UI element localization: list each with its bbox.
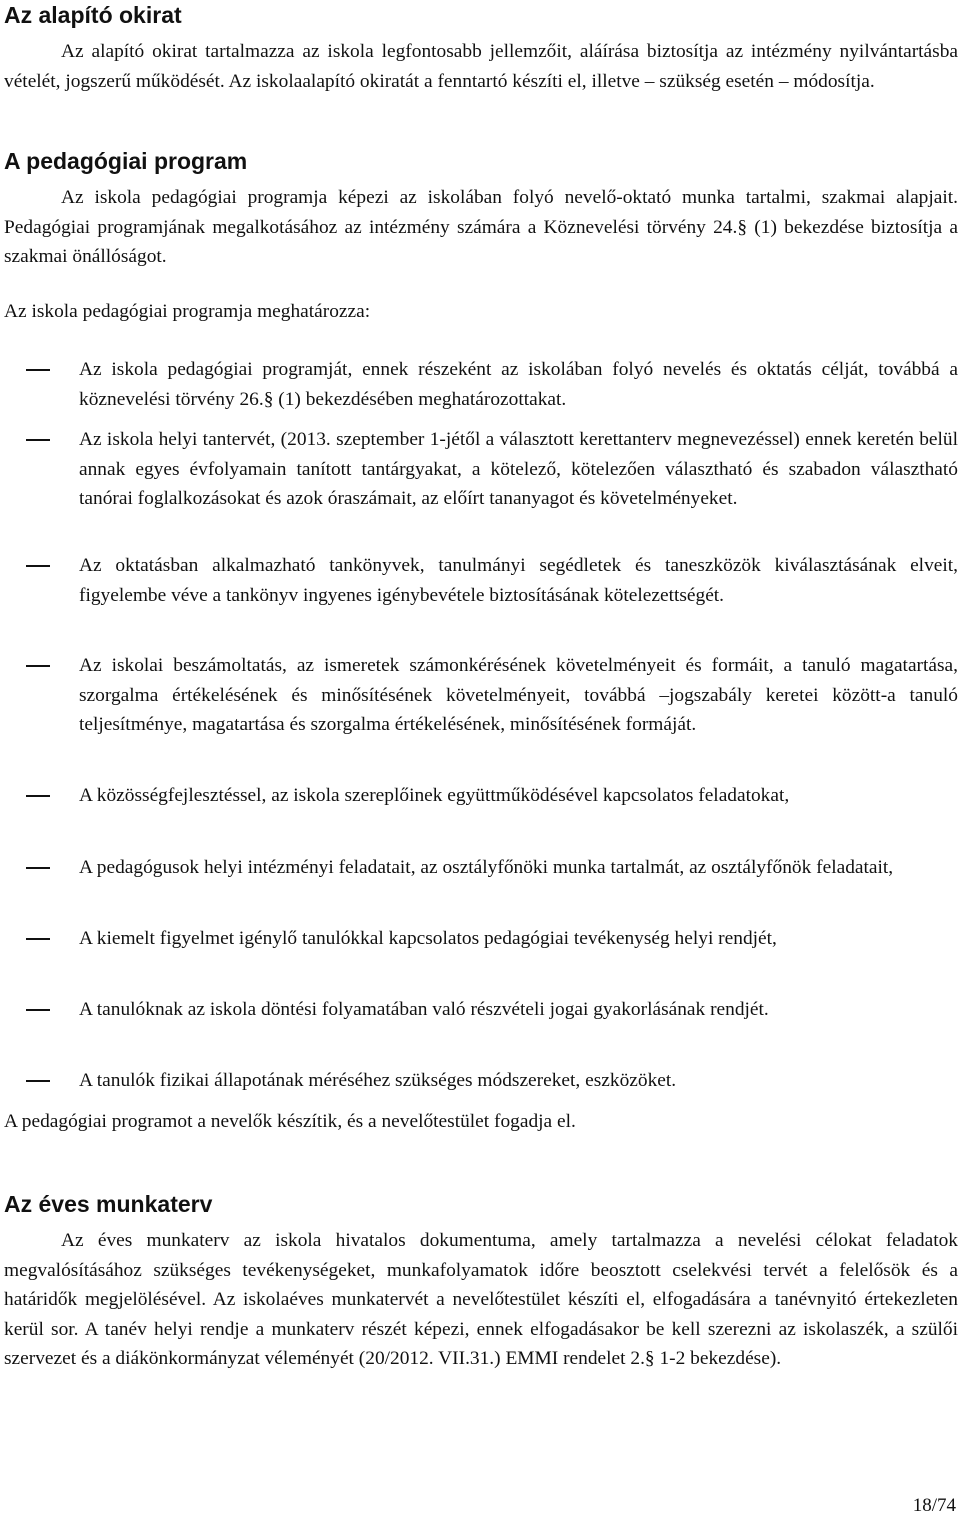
dash-bullet-icon: [26, 665, 50, 667]
list-item-text: A tanulóknak az iskola döntési folyamatában való részvételi jogai gyakorlásának rendjét.: [79, 999, 769, 1020]
list-item-text: A pedagógusok helyi intézményi feladatait, az osztályfőnöki munka tartalmát, az osztályfőnök feladatait,: [79, 857, 894, 878]
heading-founding-document: Az alapító okirat: [4, 2, 182, 28]
dash-bullet-icon: [26, 938, 50, 940]
founding-document-paragraph: Az alapító okirat tartalmazza az iskola legfontosabb jellemzőit, aláírása biztosítja az intézmény nyilvántartásba vételét, jogszerű működését. Az iskolaalapító okiratát a fenntartó készíti el, illetve ‒ szükség esetén ‒ módosítja.: [4, 41, 958, 92]
pedagogical-program-intro: Az iskola pedagógiai programja meghatározza:: [4, 301, 371, 322]
list-item-text: A kiemelt figyelmet igénylő tanulókkal kapcsolatos pedagógiai tevékenység helyi rendjét,: [79, 928, 777, 949]
dash-bullet-icon: [26, 867, 50, 869]
pedagogical-program-paragraph: Az iskola pedagógiai programja képezi az iskolában folyó nevelő-oktató munka tartalmi, szakmai alapjait. Pedagógiai programjának megalkotásához az intézmény számára a Köznevelési törvény 24.§ (1) bekezdése biztosítja a szakmai önállóságot.: [4, 187, 958, 268]
list-item: [4, 651, 958, 736]
heading-pedagogical-program: A pedagógiai program: [4, 148, 248, 174]
list-item: [4, 1066, 958, 1091]
list-item: [4, 355, 958, 410]
dash-bullet-icon: [26, 369, 50, 371]
list-item-text: Az iskola pedagógiai programját, ennek részeként az iskolában folyó nevelés és oktatás célját, továbbá a köznevelési törvény 26.§ (1) bekezdésében meghatározottakat.: [79, 359, 958, 410]
pedagogical-program-outro: A pedagógiai programot a nevelők készítik, és a nevelőtestület fogadja el.: [4, 1111, 576, 1132]
list-item-text: Az iskola helyi tantervét, (2013. szeptember 1-jétől a választott kerettanterv megnevezéssel) ennek keretén belül annak egyes évfolyamain tanított tantárgyakat, a kötelező, kötelezően választható és szabadon választható tanórai foglalkozásokat és azok óraszámait, az előírt tananyagot és követelményeket.: [79, 429, 958, 510]
list-item-text: Az oktatásban alkalmazható tankönyvek, tanulmányi segédletek és taneszközök kiválasztásának elveit, figyelembe véve a tankönyv ingyenes igénybevétele biztosításának kötelezettségét.: [79, 555, 958, 606]
list-item: [4, 551, 958, 606]
dash-bullet-icon: [26, 1009, 50, 1011]
list-item-text: A közösségfejlesztéssel, az iskola szereplőinek együttműködésével kapcsolatos feladatokat,: [79, 785, 790, 806]
dash-bullet-icon: [26, 439, 50, 441]
list-item-text: Az iskolai beszámoltatás, az ismeretek számonkérésének követelményeit és formáit, a tanuló magatartása, szorgalma értékelésének és minősítésének követelményeit, továbbá ‒jogszabály keretei között-a tanuló teljesítménye, magatartása és szorgalma értékelésének, minősítésének formáját.: [79, 655, 958, 736]
dash-bullet-icon: [26, 565, 50, 567]
list-item: [4, 853, 958, 878]
dash-bullet-icon: [26, 1080, 50, 1082]
heading-annual-plan: Az éves munkaterv: [4, 1191, 213, 1217]
list-item-text: A tanulók fizikai állapotának méréséhez szükséges módszereket, eszközöket.: [79, 1070, 677, 1091]
page-number: 18/74: [912, 1495, 956, 1516]
list-item: [4, 781, 958, 806]
annual-plan-paragraph: Az éves munkaterv az iskola hivatalos dokumentuma, amely tartalmazza a nevelési célokat feladatok megvalósításához szükséges tevékenységeket, munkafolyamatok időre beosztott cselekvési tervét a felelősök és a határidők megjelölésével. Az iskolaéves munkatervét a nevelőtestület készíti el, elfogadására a tanévnyitó értekezleten kerül sor. A tanév helyi rendje a munkaterv részét képezi, ennek elfogadásakor be kell szerezni az iskolaszék, a szülői szervezet és a diákönkormányzat véleményét (20/2012. VII.31.) EMMI rendelet 2.§ 1-2 bekezdése).: [4, 1230, 958, 1370]
list-item: [4, 995, 958, 1020]
list-item: [4, 425, 958, 510]
dash-bullet-icon: [26, 795, 50, 797]
list-item: [4, 924, 958, 949]
